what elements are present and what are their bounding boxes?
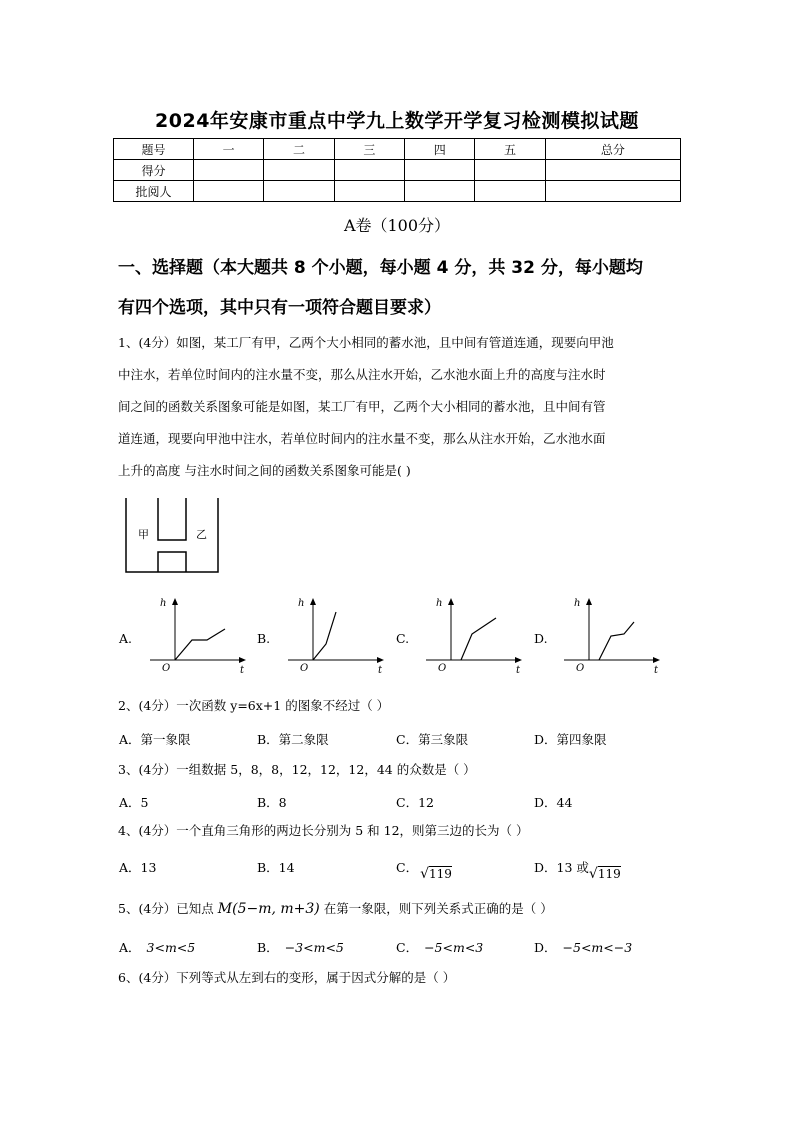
axis-origin: O xyxy=(438,663,447,674)
q1-graph-c xyxy=(416,592,528,678)
q4-option-d-label: D．13 或 xyxy=(534,860,589,875)
q5-stem-post: 在第一象限，则下列关系式正确的是（ ） xyxy=(323,901,553,916)
score-cell[interactable] xyxy=(194,181,264,202)
q3-option-d[interactable]: D．44 xyxy=(534,795,573,810)
q5-option-c-label: C． xyxy=(396,940,419,955)
q5-option-a-label: A． xyxy=(119,940,141,955)
score-cell[interactable] xyxy=(405,181,475,202)
q5-option-c[interactable] xyxy=(396,938,483,956)
question-5-stem xyxy=(118,893,686,925)
score-cell[interactable] xyxy=(475,181,545,202)
q2-option-b[interactable]: B．第二象限 xyxy=(257,732,329,747)
q5-point: M(5−m, m+3) xyxy=(217,901,320,917)
q4-radicand-d: 119 xyxy=(597,867,621,881)
q1-curve-c xyxy=(461,618,496,660)
score-table xyxy=(113,138,681,202)
question-2-stem: 2、(4分）一次函数 y=6x+1 的图象不经过（ ） xyxy=(118,698,390,713)
q1-curve-d xyxy=(599,622,634,660)
q1-graph-d xyxy=(554,592,666,678)
axis-origin: O xyxy=(300,663,309,674)
score-header-cell: 五 xyxy=(475,139,545,160)
q3-option-a[interactable]: A．5 xyxy=(119,795,149,810)
axis-label-t: t xyxy=(654,665,659,676)
q5-option-d[interactable] xyxy=(534,938,632,956)
question-1-line: 中注水，若单位时间内的注水量不变，那么从注水开始，乙水池水面上升的高度与注水时 xyxy=(118,367,606,382)
q5-option-b-label: B． xyxy=(257,940,279,955)
q4-option-c-label: C． xyxy=(396,860,419,875)
score-header-cell: 题号 xyxy=(114,139,194,160)
score-cell[interactable] xyxy=(475,160,545,181)
q1-option-d-label[interactable]: D. xyxy=(534,631,548,646)
question-6-stem: 6、(4分）下列等式从左到右的变形，属于因式分解的是（ ） xyxy=(118,970,456,985)
q1-option-b-label[interactable]: B. xyxy=(257,631,271,646)
q5-option-b-math: −3<m<5 xyxy=(284,940,344,955)
score-cell[interactable] xyxy=(264,181,334,202)
q2-option-a[interactable]: A．第一象限 xyxy=(119,732,191,747)
pool-divider-bottom xyxy=(158,552,186,572)
section-heading-line1: 一、选择题（本大题共 8 个小题，每小题 4 分，共 32 分，每小题均 xyxy=(118,258,643,278)
question-1-line: 间之间的函数关系图象可能是如图，某工厂有甲，乙两个大小相同的蓄水池，且中间有管 xyxy=(118,399,606,414)
q2-option-d[interactable]: D．第四象限 xyxy=(534,732,607,747)
score-cell[interactable] xyxy=(264,160,334,181)
score-header-cell: 一 xyxy=(194,139,264,160)
q5-option-b[interactable] xyxy=(257,938,344,956)
q1-graph-b xyxy=(278,592,390,678)
score-row-label: 批阅人 xyxy=(114,181,194,202)
sqrt-symbol: √119 xyxy=(588,866,621,882)
pool-label-yi: 乙 xyxy=(196,528,207,541)
score-cell[interactable] xyxy=(334,181,404,202)
q1-option-c-label[interactable]: C. xyxy=(396,631,410,646)
score-cell[interactable] xyxy=(545,160,680,181)
score-header-cell: 三 xyxy=(334,139,404,160)
pool-divider-top xyxy=(158,498,186,540)
sqrt-symbol: √119 xyxy=(420,866,452,882)
axis-label-h: h xyxy=(298,598,305,609)
pool-label-jia: 甲 xyxy=(138,528,149,541)
score-cell[interactable] xyxy=(334,160,404,181)
q1-curve-b xyxy=(313,612,336,660)
score-header-cell: 四 xyxy=(405,139,475,160)
score-cell[interactable] xyxy=(405,160,475,181)
score-cell[interactable] xyxy=(545,181,680,202)
score-cell[interactable] xyxy=(194,160,264,181)
q1-option-a-label[interactable]: A. xyxy=(119,631,133,646)
q5-option-d-math: −5<m<−3 xyxy=(562,940,633,955)
q4-option-a[interactable]: A．13 xyxy=(119,860,157,875)
q5-option-c-math: −5<m<3 xyxy=(424,940,484,955)
q3-option-b[interactable]: B．8 xyxy=(257,795,287,810)
axis-label-t: t xyxy=(378,665,383,676)
question-1 xyxy=(118,327,686,487)
question-1-line: 上升的高度 与注水时间之间的函数关系图象可能是( ) xyxy=(118,463,411,478)
q1-graph-a xyxy=(140,592,252,678)
q5-option-a-math: 3<m<5 xyxy=(146,940,196,955)
q4-option-c[interactable] xyxy=(396,858,452,882)
axis-origin: O xyxy=(576,663,585,674)
paper-section-a: A卷（100分） xyxy=(343,216,451,235)
q5-option-d-label: D． xyxy=(534,940,557,955)
score-header-cell: 二 xyxy=(264,139,334,160)
q2-option-c[interactable]: C．第三象限 xyxy=(396,732,469,747)
score-row-label: 得分 xyxy=(114,160,194,181)
question-3-stem: 3、(4分）一组数据 5，8，8，12，12，12，44 的众数是（ ） xyxy=(118,762,476,777)
question-1-line: 1、(4分）如图，某工厂有甲，乙两个大小相同的蓄水池，且中间有管道连通，现要向甲池 xyxy=(118,335,614,350)
question-4-stem: 4、(4分）一个直角三角形的两边长分别为 5 和 12，则第三边的长为（ ） xyxy=(118,823,529,838)
q4-option-d[interactable] xyxy=(534,858,621,882)
axis-origin: O xyxy=(162,663,171,674)
axis-label-t: t xyxy=(516,665,521,676)
q1-curve-a xyxy=(175,629,225,660)
q5-option-a[interactable] xyxy=(119,938,195,956)
q4-option-b[interactable]: B．14 xyxy=(257,860,295,875)
q4-radicand-c: 119 xyxy=(429,867,452,881)
axis-label-h: h xyxy=(574,598,581,609)
score-header-cell: 总分 xyxy=(545,139,680,160)
question-1-line: 道连通，现要向甲池中注水，若单位时间内的注水量不变，那么从注水开始，乙水池水面 xyxy=(118,431,606,446)
q3-option-c[interactable]: C．12 xyxy=(396,795,434,810)
axis-label-h: h xyxy=(436,598,443,609)
page-title: 2024年安康市重点中学九上数学开学复习检测模拟试题 xyxy=(155,110,639,132)
axis-label-t: t xyxy=(240,665,245,676)
axis-label-h: h xyxy=(160,598,167,609)
q5-stem-pre: 5、(4分）已知点 xyxy=(118,901,214,916)
section-heading-line2: 有四个选项，其中只有一项符合题目要求） xyxy=(118,298,441,318)
pool-diagram xyxy=(118,490,228,580)
